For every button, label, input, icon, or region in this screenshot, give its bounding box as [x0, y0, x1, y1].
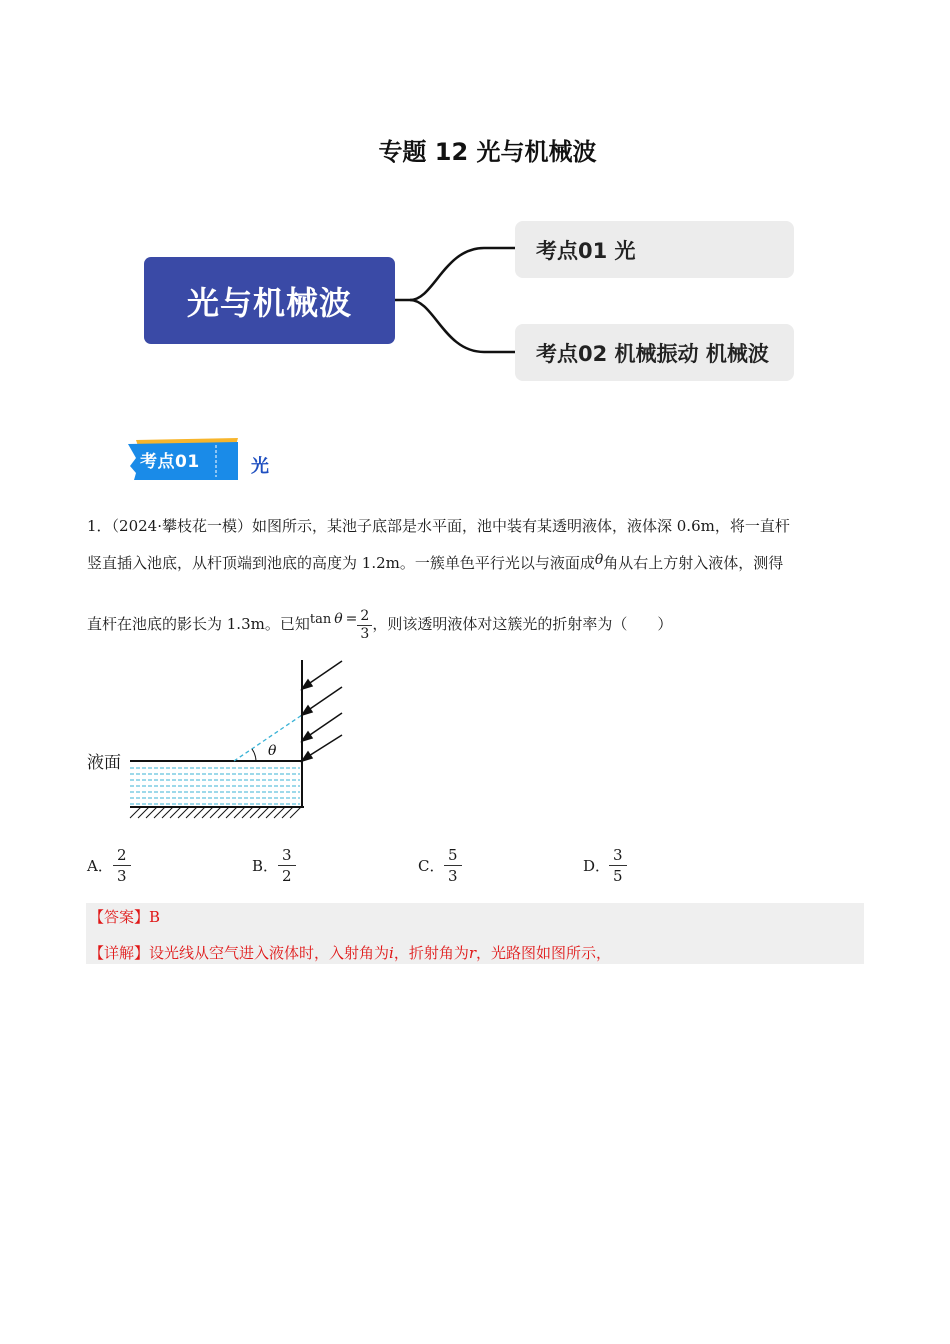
answer-detail: 【详解】设光线从空气进入液体时，入射角为i，折射角为r，光路图如图所示，: [89, 944, 612, 962]
question-line-1: 1．（2024·攀枝花一模）如图所示，某池子底部是水平面，池中装有某透明液体，液体深 0.6m，将一直杆: [87, 517, 790, 535]
tan-label: tan: [309, 612, 332, 627]
option-c[interactable]: C． $\frac{5}{3}$: [418, 845, 462, 886]
tan-fraction: $\frac{2}{3}$: [357, 608, 372, 643]
answer-label: 【答案】B: [89, 908, 161, 926]
refraction-angle-symbol: r: [468, 944, 477, 962]
option-d[interactable]: D． $\frac{3}{5}$: [583, 845, 627, 886]
section-tag-label: 考点01: [140, 452, 200, 472]
option-a[interactable]: A． $\frac{2}{3}$: [87, 845, 131, 886]
tan-theta: θ: [334, 611, 343, 627]
section-title: 光: [251, 456, 269, 477]
liquid-diagram: [86, 655, 356, 825]
mind-map-branch-1: 考点01 光: [515, 221, 794, 278]
theta-symbol: θ: [594, 552, 604, 568]
section-tag: [124, 436, 240, 482]
mind-map: [144, 218, 796, 384]
mind-map-root: 光与机械波: [144, 257, 395, 344]
option-b[interactable]: B． $\frac{3}{2}$: [252, 845, 296, 886]
mind-map-branch-2: 考点02 机械振动 机械波: [515, 324, 794, 381]
incidence-angle-symbol: i: [389, 944, 394, 962]
liquid-surface-label: 液面: [87, 753, 121, 773]
question-line-2: 竖直插入池底，从杆顶端到池底的高度为 1.2m。一簇单色平行光以与液面成θ角从右上方射入液体，测得: [87, 552, 784, 572]
angle-label: θ: [268, 743, 277, 759]
page-title: 专题 12 光与机械波: [378, 138, 597, 166]
equals-sign: =: [345, 611, 358, 627]
question-line-3: 直杆在池底的影长为 1.3m。已知tan θ = $\frac{2}{3}$ ，则该透明液体对这簇光的折射率为（ ）: [87, 607, 673, 642]
